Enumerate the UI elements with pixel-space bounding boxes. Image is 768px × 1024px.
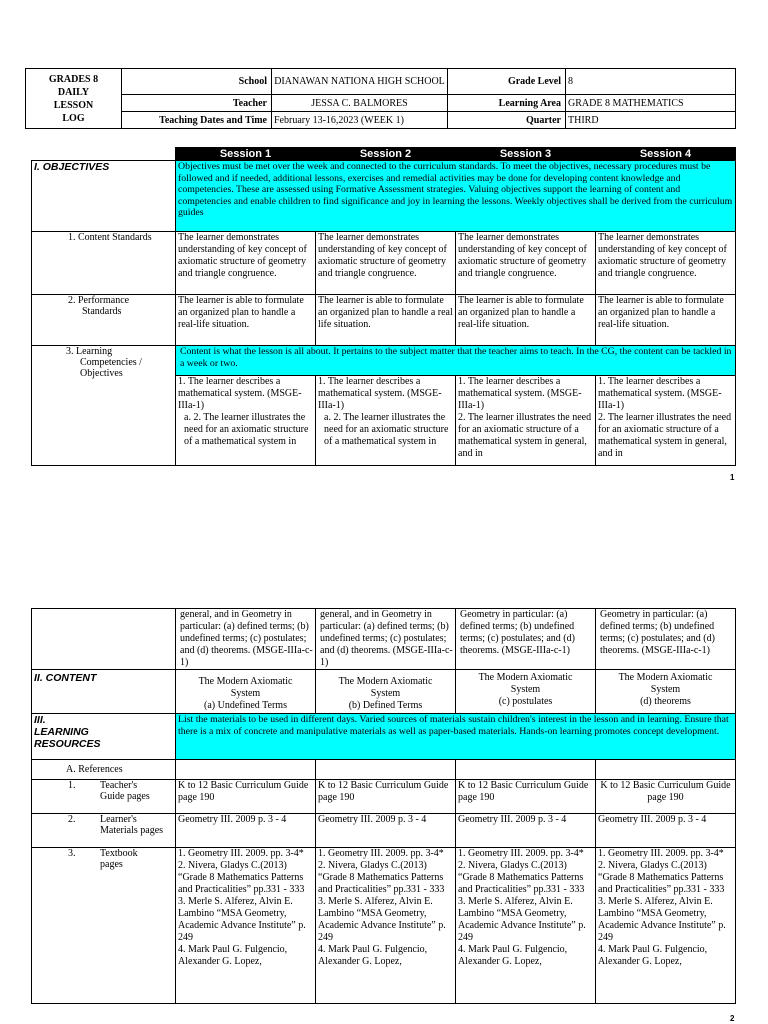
teacher-value: JESSA C. BALMORES xyxy=(272,95,448,112)
textbook-session-4: 1. Geometry III. 2009. pp. 3-4* 2. Nivera, Gladys C.(2013) “Grade 8 Mathematics Patterns and Practicalities” pp.331 - 333 3. Merle S. Alferez, Alvin E. Lambino “MSA Geometry, Academic Advance Institute” p. 249 4. Mark Paul G. Fulgencio, Alexander G. Lopez, xyxy=(596,848,736,1004)
teachers-guide-session-3: K to 12 Basic Curriculum Guide page 190 xyxy=(456,780,596,814)
learning-area-label: Learning Area xyxy=(448,95,566,112)
page-number-2: 2 xyxy=(730,1014,735,1023)
lesson-log-title: GRADES 8 DAILY LESSON LOG xyxy=(26,69,122,129)
learners-materials-session-3: Geometry III. 2009 p. 3 - 4 xyxy=(456,814,596,848)
performance-standards-session-4: The learner is able to formulate an organized plan to handle a real-life situation. xyxy=(596,295,736,346)
continued-session-2: general, and in Geometry in particular: (a) defined terms; (b) undefined terms; (c) postulates; and (d) theorems. (MSGE-IIIa-c-1) xyxy=(316,609,456,670)
references-session-2 xyxy=(316,760,456,780)
textbook-session-3: 1. Geometry III. 2009. pp. 3-4* 2. Nivera, Gladys C.(2013) “Grade 8 Mathematics Patterns and Practicalities” pp.331 - 333 3. Merle S. Alferez, Alvin E. Lambino “MSA Geometry, Academic Advance Institute” p. 249 4. Mark Paul G. Fulgencio, Alexander G. Lopez, xyxy=(456,848,596,1004)
references-session-3 xyxy=(456,760,596,780)
content-standards-session-2: The learner demonstrates understanding of key concept of axiomatic structure of geometry and triangle congruence. xyxy=(316,232,456,295)
objectives-instructions: Objectives must be met over the week and connected to the curriculum standards. To meet the objectives, necessary procedures must be followed and if needed, additional lessons, exercises and remedial activities may be done for developing content knowledge and competencies. These are assessed using Formative Assessment strategies. Valuing objectives support the learning of content and competencies and enable children to find significance and joy in learning the lessons. Weekly objectives shall be derived from the curriculum guides xyxy=(176,161,736,232)
grade-level-value: 8 xyxy=(566,69,736,95)
teachers-guide-session-2: K to 12 Basic Curriculum Guide page 190 xyxy=(316,780,456,814)
content-standards-session-3: The learner demonstrates understanding of key concept of axiomatic structure of geometry and triangle congruence. xyxy=(456,232,596,295)
learners-materials-session-4: Geometry III. 2009 p. 3 - 4 xyxy=(596,814,736,848)
content-standards-session-1: The learner demonstrates understanding of key concept of axiomatic structure of geometry and triangle congruence. xyxy=(176,232,316,295)
teacher-label: Teacher xyxy=(122,95,272,112)
competencies-instructions: Content is what the lesson is all about. It pertains to the subject matter that the teacher aims to teach. In the CG, the content can be tackled in a week or two. xyxy=(176,346,736,376)
competencies-session-3: 1. The learner describes a mathematical system. (MSGE-IIIa-1) 2. The learner illustrates the need for an axiomatic structure of a mathematical system in general, and in xyxy=(456,376,596,466)
competencies-label: 3. Learning Competencies / Objectives xyxy=(32,346,176,466)
textbook-session-2: 1. Geometry III. 2009. pp. 3-4* 2. Nivera, Gladys C.(2013) “Grade 8 Mathematics Patterns and Practicalities” pp.331 - 333 3. Merle S. Alferez, Alvin E. Lambino “MSA Geometry, Academic Advance Institute” p. 249 4. Mark Paul G. Fulgencio, Alexander G. Lopez, xyxy=(316,848,456,1004)
header-table xyxy=(25,68,736,129)
competencies-session-4: 1. The learner describes a mathematical system. (MSGE-IIIa-1) 2. The learner illustrates the need for an axiomatic structure of a mathematical system in general, and in xyxy=(596,376,736,466)
learning-area-value: GRADE 8 MATHEMATICS xyxy=(566,95,736,112)
continued-blank xyxy=(32,609,176,670)
references-session-4 xyxy=(596,760,736,780)
quarter-label: Quarter xyxy=(448,112,566,129)
content-session-4: The Modern Axiomatic System (d) theorems xyxy=(596,670,736,714)
learning-resources-instructions: List the materials to be used in different days. Varied sources of materials sustain children's interest in the lesson and in learning. Ensure that there is a mix of concrete and manipulative materials as well as paper-based materials. Hands-on learning promotes concept development. xyxy=(176,714,736,760)
textbook-label: 3. Textbook pages xyxy=(32,848,176,1004)
continued-session-1: general, and in Geometry in particular: (a) defined terms; (b) undefined terms; (c) postulates; and (d) theorems. (MSGE-IIIa-c-1) xyxy=(176,609,316,670)
learners-materials-label: 2. Learner's Materials pages xyxy=(32,814,176,848)
grade-level-label: Grade Level xyxy=(448,69,566,95)
performance-standards-session-2: The learner is able to formulate an organized plan to handle a real life situation. xyxy=(316,295,456,346)
learning-resources-label: III. LEARNING RESOURCES xyxy=(32,714,176,760)
content-table xyxy=(31,608,736,1004)
content-session-3: The Modern Axiomatic System (c) postulates xyxy=(456,670,596,714)
learners-materials-session-1: Geometry III. 2009 p. 3 - 4 xyxy=(176,814,316,848)
performance-standards-label: 2. Performance Standards xyxy=(32,295,176,346)
competencies-session-2: 1. The learner describes a mathematical system. (MSGE-IIIa-1) a. 2. The learner illustrates the need for an axiomatic structure of a mathematical system in xyxy=(316,376,456,466)
teachers-guide-label: 1. Teacher's Guide pages xyxy=(32,780,176,814)
performance-standards-session-1: The learner is able to formulate an organized plan to handle a real-life situation. xyxy=(176,295,316,346)
performance-standards-session-3: The learner is able to formulate an organized plan to handle a real-life situation. xyxy=(456,295,596,346)
teachers-guide-session-4: K to 12 Basic Curriculum Guide page 190 xyxy=(596,780,736,814)
session-1-header: Session 1 xyxy=(176,148,316,161)
textbook-session-1: 1. Geometry III. 2009. pp. 3-4* 2. Nivera, Gladys C.(2013) “Grade 8 Mathematics Patterns and Practicalities” pp.331 - 333 3. Merle S. Alferez, Alvin E. Lambino “MSA Geometry, Academic Advance Institute” p. 249 4. Mark Paul G. Fulgencio, Alexander G. Lopez, xyxy=(176,848,316,1004)
content-standards-session-4: The learner demonstrates understanding of key concept of axiomatic structure of geometry and triangle congruence. xyxy=(596,232,736,295)
competencies-session-1: 1. The learner describes a mathematical system. (MSGE-IIIa-1) a. 2. The learner illustrates the need for an axiomatic structure of a mathematical system in xyxy=(176,376,316,466)
content-session-2: The Modern Axiomatic System (b) Defined Terms xyxy=(316,670,456,714)
quarter-value: THIRD xyxy=(566,112,736,129)
continued-session-3: Geometry in particular: (a) defined terms; (b) undefined terms; (c) postulates; and (d) theorems. (MSGE-IIIa-c-1) xyxy=(456,609,596,670)
session-2-header: Session 2 xyxy=(316,148,456,161)
continued-session-4: Geometry in particular: (a) defined terms; (b) undefined terms; (c) postulates; and (d) theorems. (MSGE-IIIa-c-1) xyxy=(596,609,736,670)
dates-label: Teaching Dates and Time xyxy=(122,112,272,129)
references-session-1 xyxy=(176,760,316,780)
content-session-1: The Modern Axiomatic System (a) Undefined Terms xyxy=(176,670,316,714)
session-3-header: Session 3 xyxy=(456,148,596,161)
content-standards-label: 1. Content Standards xyxy=(32,232,176,295)
school-value: DIANAWAN NATIONA HIGH SCHOOL xyxy=(272,69,448,95)
school-label: School xyxy=(122,69,272,95)
dates-value: February 13-16,2023 (WEEK 1) xyxy=(272,112,448,129)
objectives-table xyxy=(31,147,736,466)
teachers-guide-session-1: K to 12 Basic Curriculum Guide page 190 xyxy=(176,780,316,814)
learners-materials-session-2: Geometry III. 2009 p. 3 - 4 xyxy=(316,814,456,848)
content-label: II. CONTENT xyxy=(32,670,176,714)
session-4-header: Session 4 xyxy=(596,148,736,161)
objectives-label: I. OBJECTIVES xyxy=(32,161,176,232)
references-label: A. References xyxy=(32,760,176,780)
page-number-1: 1 xyxy=(730,473,735,482)
